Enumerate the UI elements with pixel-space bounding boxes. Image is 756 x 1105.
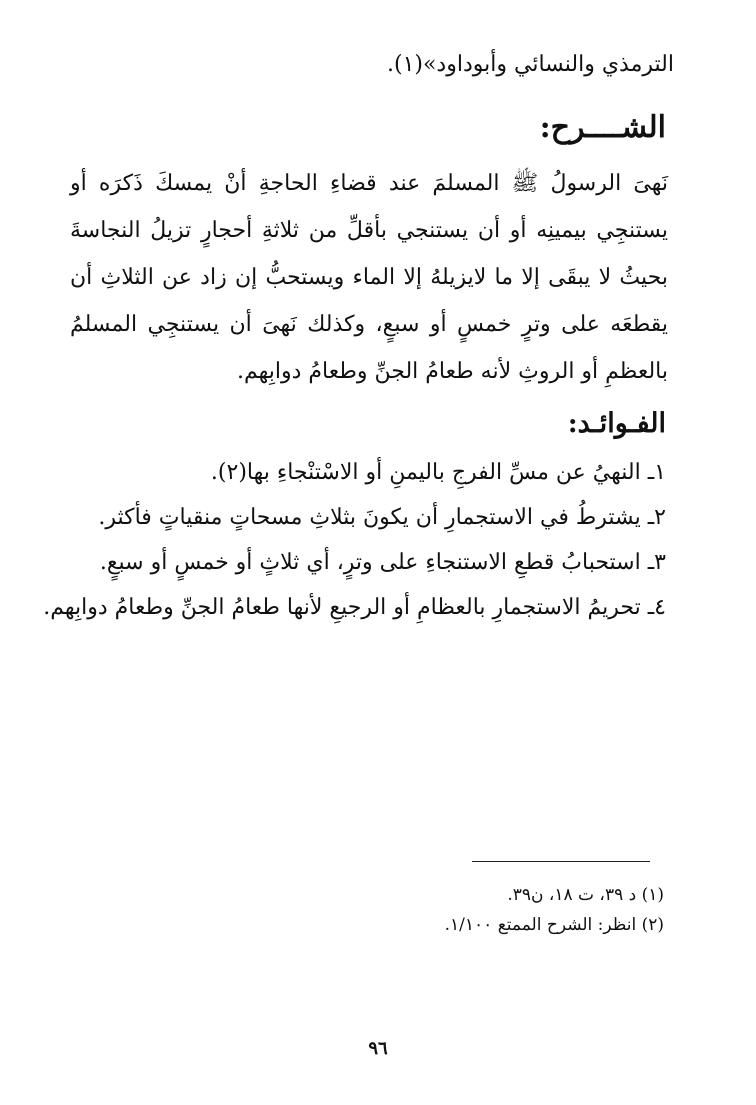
sharh-line: بحيثُ لا يبقَى إلا ما لايزيلهُ إلا الماء ويستحبُّ إن زاد عن الثلاثِ أن bbox=[70, 265, 668, 290]
sharh-paragraph bbox=[70, 160, 668, 395]
sharh-line: يقطعَه على وترٍ خمسٍ أو سبعٍ، وكذلك نَهىَ أن يستنجِي المسلمُ bbox=[70, 312, 668, 337]
sharh-line: بالعظمِ أو الروثِ لأنه طعامُ الجنِّ وطعامُ دوابِهم. bbox=[237, 359, 668, 384]
benefit-item: ١ـ النهيُ عن مسِّ الفرجِ باليمنِ أو الاسْتنْجاءِ بها(٢). bbox=[210, 460, 666, 485]
fawaid-heading: الفـوائـد: bbox=[567, 408, 666, 439]
footnote-separator bbox=[472, 861, 650, 862]
benefit-item: ٢ـ يشترطُ في الاستجمارِ أن يكونَ بثلاثِ مسحاتٍ منقياتٍ فأكثر. bbox=[98, 505, 666, 530]
benefits-list bbox=[43, 450, 666, 630]
sharh-line: نَهىَ الرسولُ ﷺ المسلمَ عند قضاءِ الحاجةِ أنْ يمسكَ ذَكرَه أو bbox=[70, 171, 668, 196]
continued-citation-line: الترمذي والنسائي وأبوداود»(١). bbox=[386, 52, 674, 77]
page-number: ٩٦ bbox=[368, 1038, 388, 1059]
benefit-item: ٣ـ استحبابُ قطعِ الاستنجاءِ على وترٍ، أي ثلاثٍ أو خمسٍ أو سبعٍ. bbox=[99, 550, 666, 575]
sharh-line: يستنجِي بيمينِه أو أن يستنجي بأقلِّ من ثلاثةِ أحجارٍ تزيلُ النجاسةَ bbox=[70, 218, 668, 243]
footnote-item: (٢) انظر: الشرح الممتع ١/١٠٠. bbox=[444, 915, 664, 935]
sharh-heading: الشــــرح: bbox=[539, 110, 666, 145]
footnotes-list bbox=[445, 880, 664, 940]
benefit-item: ٤ـ تحريمُ الاستجمارِ بالعظامِ أو الرجيعِ لأنها طعامُ الجنِّ وطعامُ دوابِهم. bbox=[43, 595, 666, 620]
footnote-item: (١) د ٣٩، ت ١٨، ن٣٩. bbox=[507, 885, 664, 905]
